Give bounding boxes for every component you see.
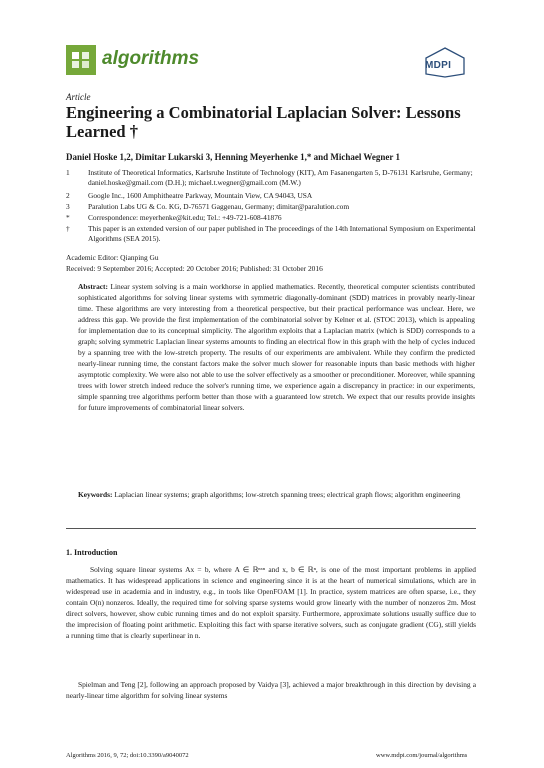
intro-paragraph-1: Solving square linear systems Ax = b, where A ∈ ℝⁿˣⁿ and x, b ∈ ℝⁿ, is one of the most important problems in applied mathematics. It has widespread applications in science and engineering since it is at the heart of numerical simulations, which are in widespread use in academia and in industry, e.g., in tools like OpenFOAM [1]. In practice, system matrices are often sparse, i.e., they contain O(n) nonzeros. Ideally, the required time for solving sparse systems would grow linearly with the number of nonzeros 2m. Most direct solvers, however, show cubic running times and do not exploit sparsity. Furthermore, approximate solutions usually suffice due to the imprecision of floating point arithmetic. Exploiting this fact with sparse iterative solvers, such as conjugate gradient (CG), still yields a running time that is clearly superlinear in n.	[66, 565, 476, 640]
footer-citation: Algorithms 2016, 9, 72; doi:10.3390/a9040072	[66, 752, 189, 759]
affiliation-text: This paper is an extended version of our paper published in The proceedings of the 14th International Symposium on Experimental Algorithms (SEA 2015).	[88, 224, 476, 243]
journal-name: algorithms	[102, 48, 200, 69]
affiliation-text: Google Inc., 1600 Amphitheatre Parkway, Mountain View, CA 94043, USA	[88, 191, 313, 200]
section-divider	[66, 528, 476, 529]
abstract-text: Linear system solving is a main workhorse in applied mathematics. Recently, theoretical computer scientists contributed sophisticated algorithms for solving linear systems with symmetric diagonally-dominant (SDD) matrices in provably nearly-linear time. These algorithms are very interesting from a theoretical perspective, but their practical performance was unclear. Here, we address this gap. We provide the first implementation of the combinatorial solver by Kelner et al. (STOC 2013), which is appealing for implementation due to its conceptual simplicity. The algorithm exploits that a Laplacian matrix (which is SDD) corresponds to a graph; solving symmetric Laplacian linear systems amounts to finding an electrical flow in this graph with the help of cycles induced by a spanning tree with the low-stretch property. The results of our experiments are ambivalent. While they confirm the predicted nearly-linear running time, the constant factors make the solver much slower for reasonable inputs than basic methods with higher asymptotic complexity. We were also not able to use the solver effectively as a smoother or preconditioner. Moreover, while spanning trees with lower stretch indeed reduce the solver's running time, we experience again a discrepancy in practice: in our experiments, simple spanning tree algorithms perform better than those with a guaranteed low stretch. We expect that our results provide insights for future improvements of combinatorial linear solvers.	[78, 282, 475, 412]
affiliation-text: Institute of Theoretical Informatics, Karlsruhe Institute of Technology (KIT), Am Fasanengarten 5, D-76131 Karlsruhe, Germany; daniel.hoske@gmail.com (D.H.); michael.t.wegner@gmail.com (M.W.)	[88, 168, 473, 187]
footer-url[interactable]: www.mdpi.com/journal/algorithms	[376, 752, 468, 759]
affiliation-text: Correspondence: meyerhenke@kit.edu; Tel.: +49-721-608-41876	[88, 213, 282, 222]
keywords	[78, 489, 475, 500]
publication-dates: Received: 9 September 2016; Accepted: 20 October 2016; Published: 31 October 2016	[66, 264, 323, 273]
affiliation-text: Paralution Labs UG & Co. KG, D-76571 Gaggenau, Germany; dimitar@paralution.com	[88, 202, 350, 211]
affiliation-marker: *	[66, 213, 70, 222]
academic-editor: Academic Editor: Qianping Gu	[66, 253, 159, 262]
abstract	[78, 281, 475, 413]
affiliation-marker: †	[66, 224, 70, 233]
article-type: Article	[66, 92, 91, 102]
affiliation-marker: 1	[66, 168, 70, 177]
intro-paragraph-2: Spielman and Teng [2], following an approach proposed by Vaidya [3], achieved a major breakthrough in this direction by devising a nearly-linear time algorithm for solving linear systems	[66, 680, 476, 700]
keywords-label: Keywords:	[78, 490, 113, 499]
journal-logo-icon	[66, 45, 96, 75]
affiliation-marker: 3	[66, 202, 70, 211]
affiliation-marker: 2	[66, 191, 70, 200]
paper-title: Engineering a Combinatorial Laplacian Solver: Lessons Learned †	[66, 103, 461, 141]
section-heading: 1. Introduction	[66, 548, 118, 557]
author-list: Daniel Hoske 1,2, Dimitar Lukarski 3, Henning Meyerhenke 1,* and Michael Wegner 1	[66, 152, 401, 162]
keywords-text: Laplacian linear systems; graph algorithms; low-stretch spanning trees; electrical graph flows; algorithm engineering	[114, 490, 461, 499]
publisher-name: MDPI	[425, 60, 452, 71]
abstract-label: Abstract:	[78, 282, 108, 291]
